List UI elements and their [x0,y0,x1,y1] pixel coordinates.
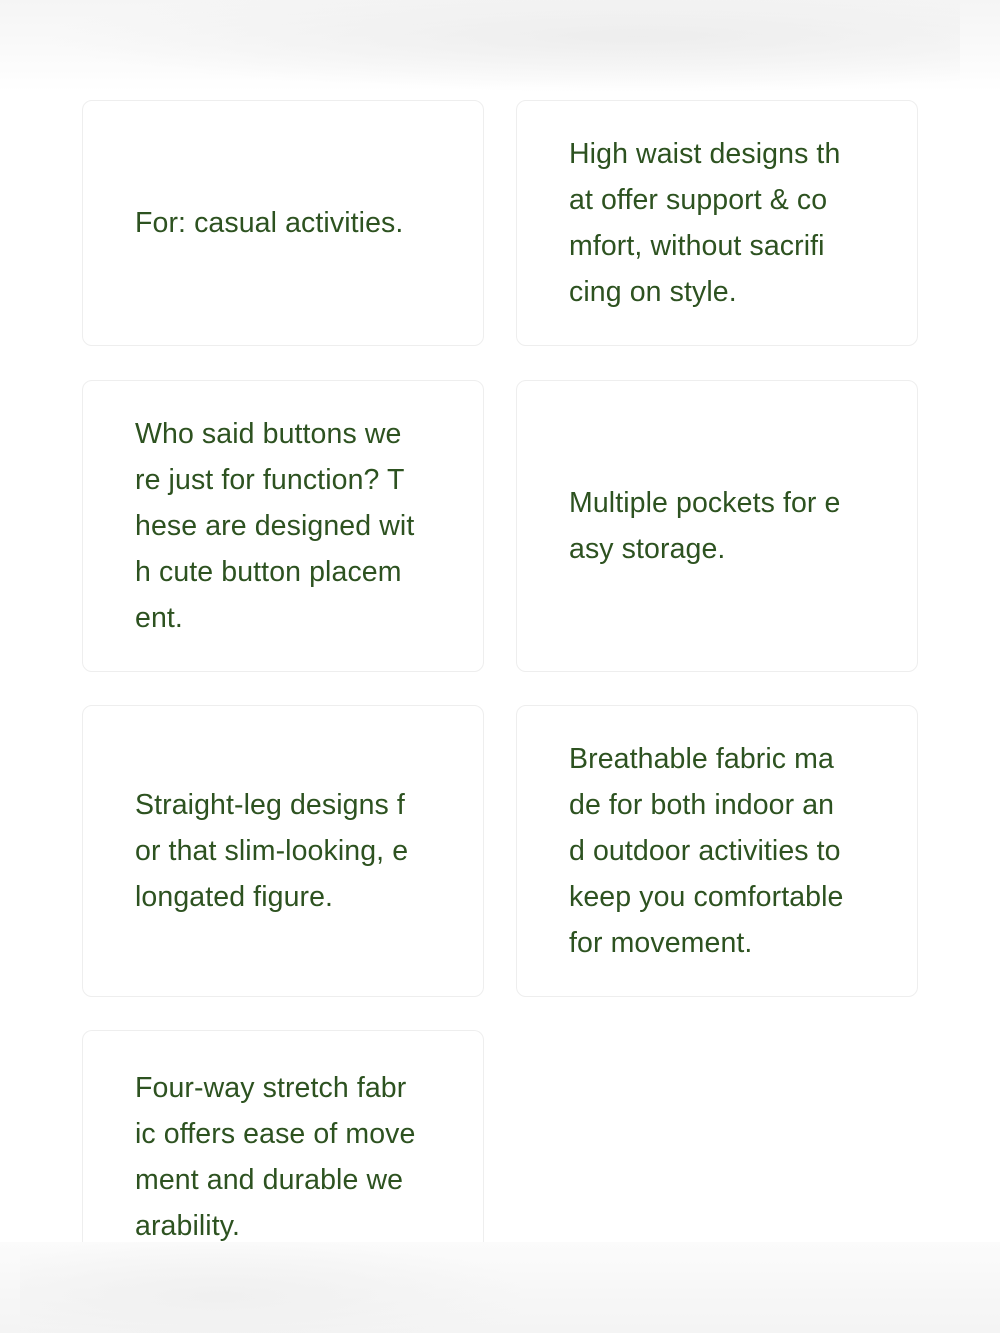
feature-card-high-waist [516,100,918,346]
feature-text: Multiple pockets for e asy storage. [569,487,841,565]
feature-text: Breathable fabric ma de for both indoor an d outdoor activities to keep you comfortable for movement. [569,743,844,959]
feature-text: High waist designs th at offer support & co mfort, without sacrifi cing on style. [569,138,841,308]
feature-card-stretch [82,1030,484,1270]
top-blur-region [0,0,1000,92]
feature-text: Straight-leg designs f or that slim-looking, e longated figure. [135,789,409,913]
feature-card-casual [82,100,484,346]
feature-card-breathable [516,705,918,997]
feature-card-buttons [82,380,484,672]
feature-text: For: casual activities. [135,207,404,239]
feature-text: Four-way stretch fabr ic offers ease of move ment and durable we arability. [135,1072,416,1242]
feature-card-pockets [516,380,918,672]
feature-text: Who said buttons we re just for function? T hese are designed wit h cute button placem ent. [135,418,415,634]
feature-card-straight-leg [82,705,484,997]
bottom-blur-region [0,1242,1000,1333]
